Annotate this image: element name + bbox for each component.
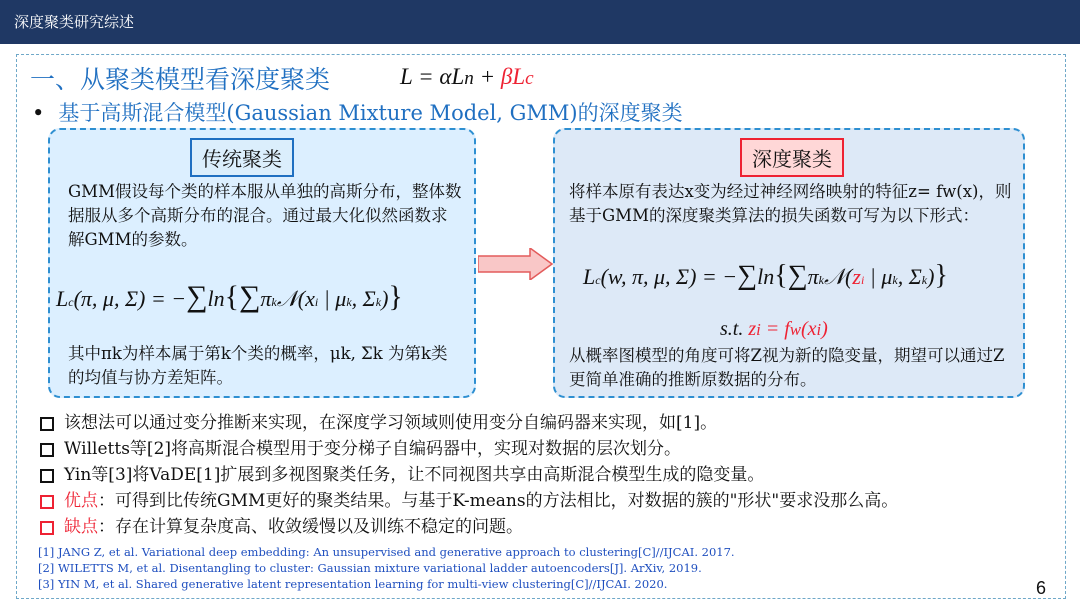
- checkbox-square-icon: [40, 469, 54, 483]
- page-number: 6: [1036, 578, 1047, 598]
- checkbox-square-icon: [40, 495, 54, 509]
- section-heading: 一、从聚类模型看深度聚类: [30, 65, 331, 94]
- references: [38, 544, 938, 592]
- deep-note: 从概率图模型的角度可将Z视为新的隐变量，期望可以通过Z更简单准确的推断原数据的分布。: [569, 346, 1005, 389]
- presentation-title: 深度聚类研究综述: [14, 13, 135, 31]
- checkbox-square-icon: [40, 443, 54, 457]
- bullet-dot: •: [32, 101, 45, 125]
- key-point-3: Yin等[3]将VaDE[1]扩展到多视图聚类任务，让不同视图共享由高斯混合模型生成的隐变量。: [40, 462, 1060, 488]
- key-point-1: 该想法可以通过变分推断来实现，在深度学习领域则使用变分自编码器来实现，如[1]。: [40, 410, 1060, 436]
- deep-clustering-label: 深度聚类: [740, 138, 844, 177]
- traditional-equation: Lc(π, μ, Σ) = −∑ln{∑πk𝒩(xi | μk, Σk)}: [56, 280, 403, 313]
- advantages-point: 优点：可得到比传统GMM更好的聚类结果。与基于K-means的方法相比，对数据的簇的"形状"要求没那么高。: [40, 488, 1060, 514]
- checkbox-square-icon: [40, 417, 54, 431]
- deep-equation: Lc(w, π, μ, Σ) = −∑ln{∑πk𝒩(zi | μk, Σk)}: [583, 260, 948, 291]
- reference-1: [1] JANG Z, et al. Variational deep embedding: An unsupervised and generative approach to clustering[C]//IJCAI. 2017.: [38, 545, 735, 559]
- traditional-clustering-label: 传统聚类: [190, 138, 294, 177]
- subsection-heading: [32, 97, 683, 127]
- traditional-intro: GMM假设每个类的样本服从单独的高斯分布，整体数据服从多个高斯分布的混合。通过最大化似然函数求解GMM的参数。: [68, 182, 462, 249]
- traditional-clustering-box: [48, 128, 476, 398]
- right-arrow-icon: [478, 248, 553, 280]
- key-point-2: Willetts等[2]将高斯混合模型用于变分梯子自编码器中，实现对数据的层次划分。: [40, 436, 1060, 462]
- deep-intro: 将样本原有表达x变为经过神经网络映射的特征z= fw(x)，则基于GMM的深度聚类算法的损失函数可写为以下形式：: [569, 182, 1012, 225]
- deep-constraint: s.t. zi = fw(xi): [720, 318, 828, 340]
- deep-clustering-box: [553, 128, 1025, 398]
- disadvantages-point: 缺点：存在计算复杂度高、收敛缓慢以及训练不稳定的问题。: [40, 514, 1060, 540]
- loss-formula: L = αLn + βLc: [400, 64, 534, 89]
- subsection-text: 基于高斯混合模型(Gaussian Mixture Model, GMM)的深度聚类: [58, 101, 683, 125]
- checkbox-square-icon: [40, 521, 54, 535]
- traditional-note: 其中πk为样本属于第k个类的概率，μk, Σk 为第k类的均值与协方差矩阵。: [68, 344, 448, 387]
- key-points-list: [40, 410, 1060, 540]
- reference-3: [3] YIN M, et al. Shared generative latent representation learning for multi-view clustering[C]//IJCAI. 2020.: [38, 577, 668, 591]
- reference-2: [2] WILETTS M, et al. Disentangling to cluster: Gaussian mixture variational ladder autoencoders[J]. ArXiv, 2019.: [38, 561, 702, 575]
- top-banner: [0, 0, 1080, 44]
